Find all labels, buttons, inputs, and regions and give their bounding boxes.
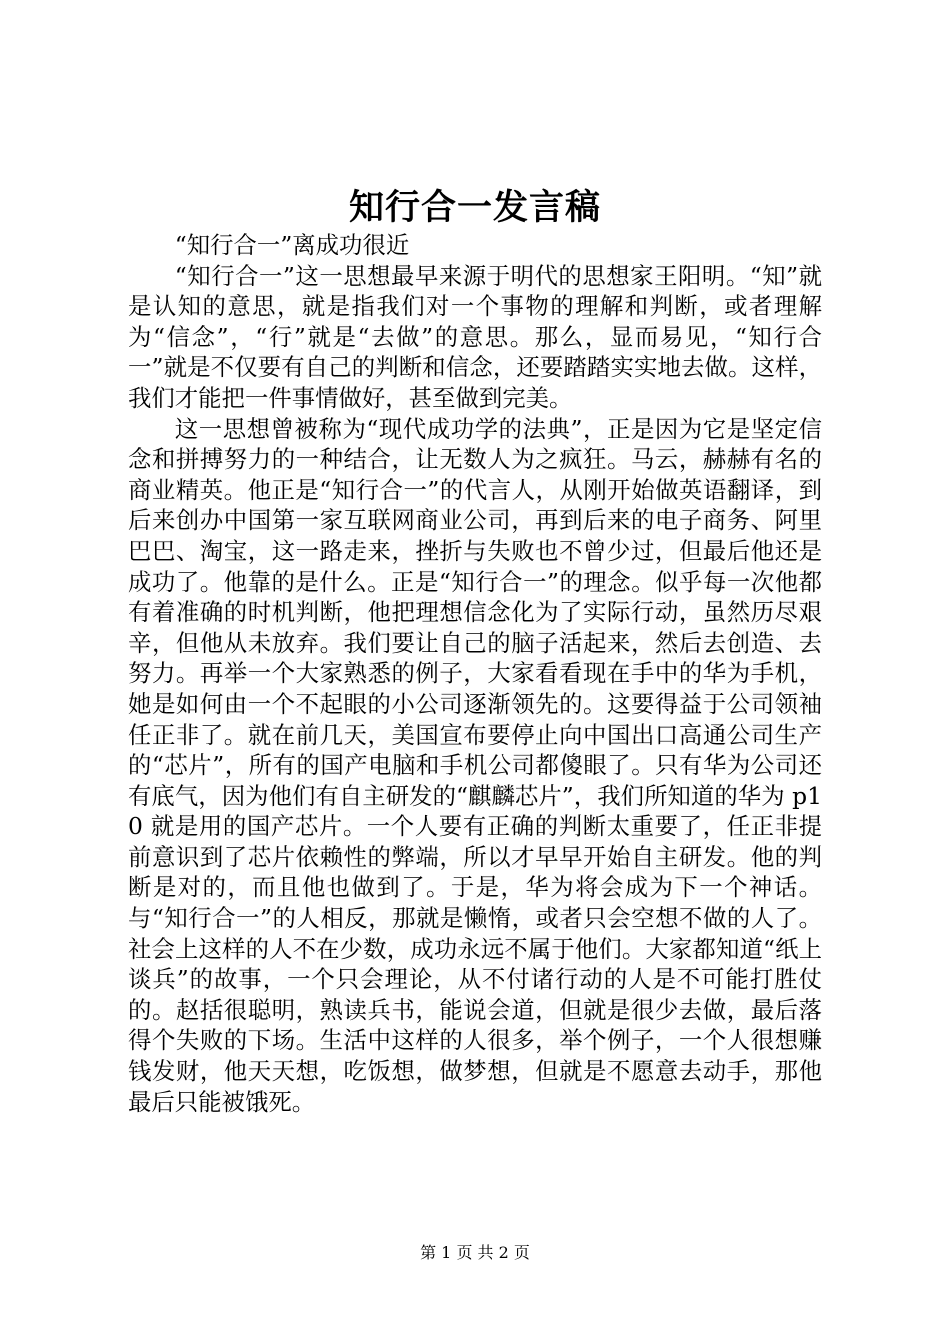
document-body: [128, 230, 822, 1117]
body-paragraph: 这一思想曾被称为“现代成功学的法典”，正是因为它是坚定信念和拼搏努力的一种结合，让无数人为之疯狂。马云，赫赫有名的商业精英。他正是“知行合一”的代言人，从刚开始做英语翻译，到后来创办中国第一家互联网商业公司，再到后来的电子商务、阿里巴巴、淘宝，这一路走来，挫折与失败也不曾少过，但最后他还是成功了。他靠的是什么。正是“知行合一”的理念。似乎每一次他都有着准确的时机判断，他把理想信念化为了实际行动，虽然历尽艰辛，但他从未放弃。我们要让自己的脑子活起来，然后去创造、去努力。再举一个大家熟悉的例子，大家看看现在手中的华为手机，她是如何由一个不起眼的小公司逐渐领先的。这要得益于公司领袖任正非了。就在前几天，美国宣布要停止向中国出口高通公司生产的“芯片”，所有的国产电脑和手机公司都傻眼了。只有华为公司还有底气，因为他们有自主研发的“麒麟芯片”，我们所知道的华为 p10 就是用的国产芯片。一个人要有正确的判断太重要了，任正非提前意识到了芯片依赖性的弊端，所以才早早开始自主研发。他的判断是对的，而且他也做到了。于是，华为将会成为下一个神话。与“知行合一”的人相反，那就是懒惰，或者只会空想不做的人了。社会上这样的人不在少数，成功永远不属于他们。大家都知道“纸上谈兵”的故事，一个只会理论，从不付诸行动的人是不可能打胜仗的。赵括很聪明，熟读兵书，能说会道，但就是很少去做，最后落得个失败的下场。生活中这样的人很多，举个例子，一个人很想赚钱发财，他天天想，吃饭想，做梦想，但就是不愿意去动手，那他最后只能被饿死。: [128, 414, 822, 1116]
document-title: 知行合一发言稿: [348, 187, 601, 228]
body-paragraph: “知行合一”这一思想最早来源于明代的思想家王阳明。“知”就是认知的意思，就是指我们对一个事物的理解和判断，或者理解为“信念”，“行”就是“去做”的意思。那么，显而易见，“知行合一”就是不仅要有自己的判断和信念，还要踏踏实实地去做。这样，我们才能把一件事情做好，甚至做到完美。: [128, 261, 822, 412]
page-footer: 第 1 页 共 2 页: [420, 1243, 530, 1262]
subtitle-paragraph: “知行合一”离成功很近: [174, 231, 410, 259]
